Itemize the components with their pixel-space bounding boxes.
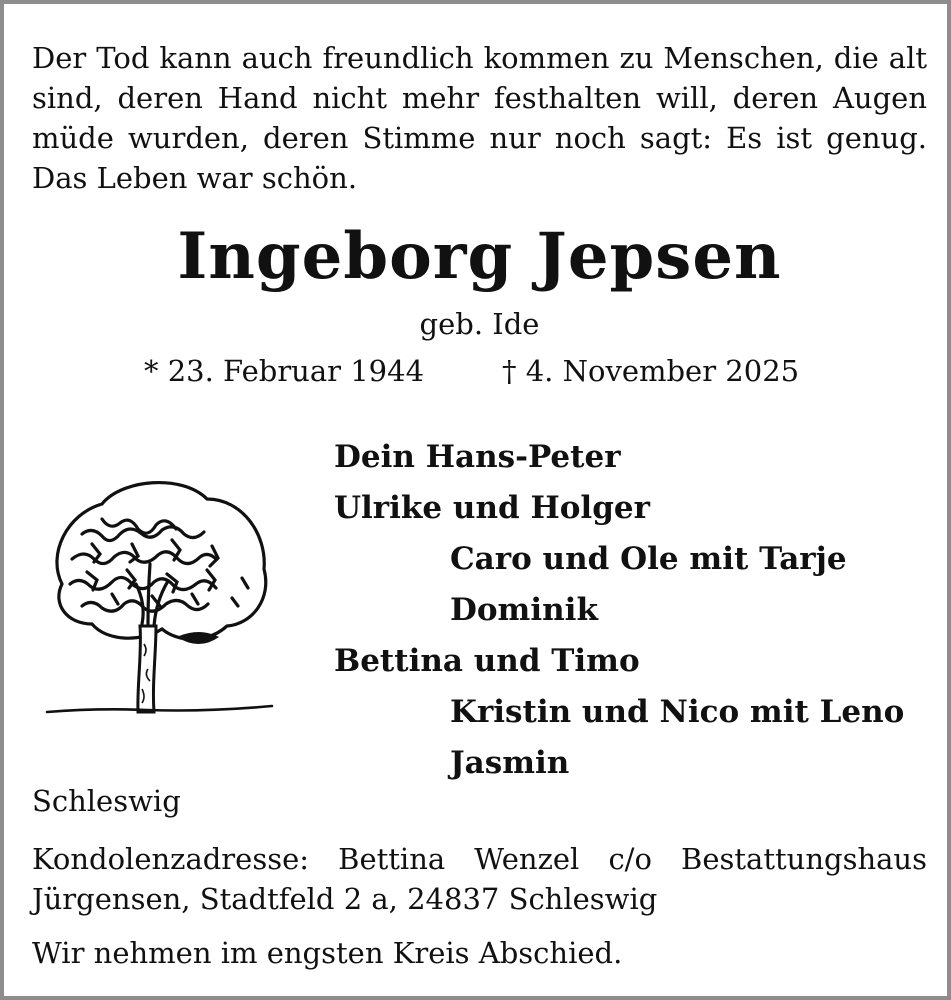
condolence-address: Kondolenzadresse: Bettina Wenzel c/o Bestattungshaus Jürgensen, Stadtfeld 2 a, 24837 Schleswig xyxy=(32,842,927,916)
tree-icon xyxy=(42,474,282,724)
birth-name: geb. Ide xyxy=(419,307,540,341)
family-member: Bettina und Timo xyxy=(334,643,640,679)
family-member: Ulrike und Holger xyxy=(334,490,650,526)
deceased-name: Ingeborg Jepsen xyxy=(177,219,782,294)
place: Schleswig xyxy=(32,784,181,818)
family-member: Dein Hans-Peter xyxy=(334,439,621,475)
birth-date: * 23. Februar 1944 xyxy=(144,354,425,388)
farewell-note: Wir nehmen im engsten Kreis Abschied. xyxy=(32,936,623,970)
family-member: Jasmin xyxy=(450,745,570,781)
opening-quote: Der Tod kann auch freundlich kommen zu Menschen, die alt sind, deren Hand nicht mehr festhalten will, deren Augen müde wurden, deren Stimme nur noch sagt: Es ist genug. Das Leben war schön. xyxy=(32,41,927,195)
family-member: Kristin und Nico mit Leno xyxy=(450,694,905,730)
family-member: Caro und Ole mit Tarje xyxy=(450,541,847,577)
family-member: Dominik xyxy=(450,592,598,628)
death-date: † 4. November 2025 xyxy=(502,354,800,388)
